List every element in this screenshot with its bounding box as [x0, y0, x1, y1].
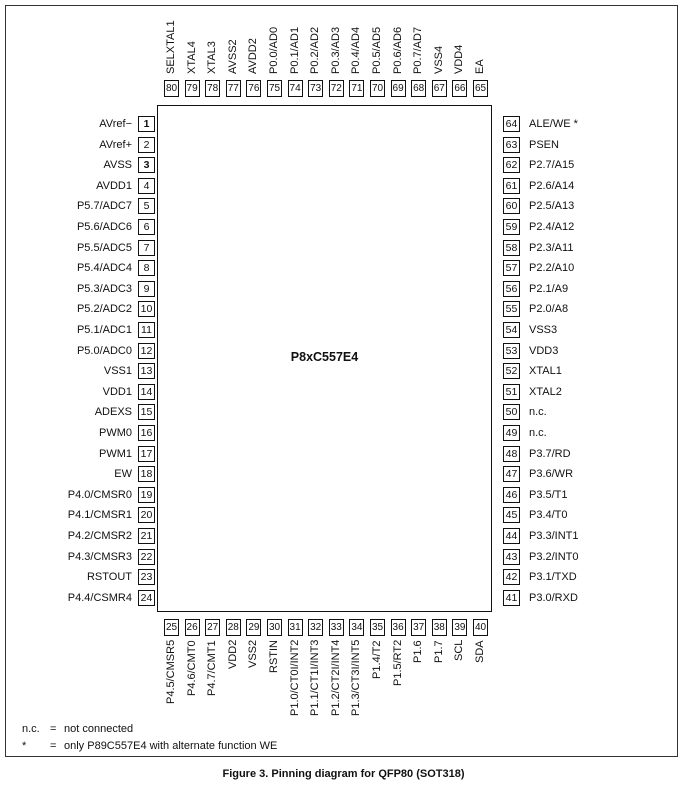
pin-label: P3.5/T1	[529, 488, 568, 501]
pin-number-box: 71	[349, 80, 364, 97]
pin-label: P0.7/AD7	[412, 26, 425, 74]
pin-number-box: 34	[349, 619, 364, 636]
pin-number-box: 23	[138, 569, 155, 585]
pin-label: ALE/WE *	[529, 118, 578, 130]
pin-number-box: 55	[503, 301, 520, 317]
pin-number-box: 36	[391, 619, 406, 636]
pin-label: AVref−	[99, 118, 132, 130]
pin-label: P4.5/CMSR5	[165, 639, 177, 704]
pin-label: P5.7/ADC7	[76, 200, 132, 213]
pin-number-box: 20	[138, 507, 155, 523]
pin-number-box: 78	[205, 80, 220, 97]
pin-label: SCL	[453, 639, 466, 661]
pin-label: P4.7/CMT1	[206, 640, 219, 696]
pin-label: EA	[474, 59, 486, 74]
pin-label: P2.7/A15	[529, 159, 575, 172]
note-key: *	[22, 740, 27, 752]
pin-label: XTAL3	[206, 41, 219, 74]
pin-label: PSEN	[529, 138, 559, 151]
pin-label: PWM1	[99, 447, 132, 460]
pin-number-box: 68	[411, 80, 426, 97]
pin-label: P0.6/AD6	[391, 26, 404, 74]
pin-label: P2.4/A12	[529, 221, 575, 233]
pin-label: PWM0	[99, 427, 132, 439]
pin-number-box: 74	[288, 80, 303, 97]
pin-number-box: 15	[138, 404, 155, 420]
note-eq: =	[50, 740, 57, 752]
pin-label: VSS3	[529, 324, 558, 336]
pin-number-box: 46	[503, 487, 520, 503]
pin-label: VDD3	[529, 344, 559, 357]
pin-label: VSS1	[103, 365, 132, 378]
pin-label: P3.4/T0	[529, 509, 568, 522]
note-text: not connected	[64, 723, 134, 735]
pin-number-box: 53	[503, 343, 520, 359]
pin-label: P1.3/CT3I/INT5	[350, 639, 363, 716]
pin-number-box: 57	[503, 260, 520, 276]
pin-label: P1.7	[432, 640, 445, 663]
pin-label: P2.0/A8	[529, 303, 569, 316]
pin-label: P1.2/CT2I/INT4	[329, 639, 342, 716]
pin-label: P4.3/CMSR3	[67, 550, 132, 563]
pin-label: RSTOUT	[86, 571, 132, 584]
pin-number-box: 9	[138, 281, 155, 297]
note-text: only P89C557E4 with alternate function WE	[64, 740, 278, 752]
pin-number-box: 13	[138, 363, 155, 379]
pin-number-box: 70	[370, 80, 385, 97]
pin-number-box: 47	[503, 466, 520, 482]
pin-number-box: 38	[432, 619, 447, 636]
pin-label: P3.6/WR	[529, 468, 574, 481]
pin-number-box: 45	[503, 507, 520, 523]
pin-label: P2.1/A9	[529, 282, 569, 295]
pin-label: RSTIN	[268, 640, 280, 673]
pin-label: P5.3/ADC3	[76, 282, 132, 295]
pin-label: P1.0/CT0I/INT2	[288, 639, 301, 716]
pin-label: AVSS2	[226, 39, 239, 74]
pin-number-box: 1	[138, 116, 155, 132]
pin-label: P1.5/RT2	[391, 639, 404, 686]
pin-label: AVSS	[103, 159, 132, 172]
pin-number-box: 35	[370, 619, 385, 636]
pin-number-box: 21	[138, 528, 155, 544]
pin-number-box: 25	[164, 619, 179, 636]
pin-number-box: 59	[503, 219, 520, 235]
pin-label: VSS2	[247, 639, 260, 668]
pin-number-box: 48	[503, 446, 520, 462]
pin-number-box: 8	[138, 260, 155, 276]
pin-label: P5.1/ADC1	[76, 324, 132, 336]
pin-number-box: 69	[391, 80, 406, 97]
pin-label: P4.1/CMSR1	[67, 509, 132, 522]
pin-number-box: 72	[329, 80, 344, 97]
pin-number-box: 5	[138, 198, 155, 214]
pin-number-box: 61	[503, 178, 520, 194]
pin-label: P4.6/CMT0	[185, 640, 198, 696]
pin-label: SELXTAL1	[165, 20, 177, 74]
pin-number-box: 77	[226, 80, 241, 97]
pin-label: P2.3/A11	[529, 241, 574, 254]
note-key: n.c.	[22, 723, 40, 735]
pin-number-box: 39	[452, 619, 467, 636]
pin-number-box: 79	[185, 80, 200, 97]
pin-number-box: 54	[503, 322, 520, 338]
pin-number-box: 18	[138, 466, 155, 482]
pin-number-box: 10	[138, 301, 155, 317]
pin-label: P3.3/INT1	[529, 530, 579, 542]
pin-label: XTAL2	[529, 385, 562, 398]
pin-number-box: 62	[503, 157, 520, 173]
pin-label: P0.3/AD3	[329, 26, 342, 74]
pin-number-box: 19	[138, 487, 155, 503]
notes	[22, 721, 277, 755]
pin-label: P0.1/AD1	[288, 26, 301, 74]
pin-label: P4.2/CMSR2	[67, 530, 132, 542]
pin-number-box: 66	[452, 80, 467, 97]
pin-number-box: 33	[329, 619, 344, 636]
pin-number-box: 32	[308, 619, 323, 636]
pin-number-box: 26	[185, 619, 200, 636]
pin-label: P2.2/A10	[529, 262, 575, 275]
pin-number-box: 43	[503, 549, 520, 565]
pin-label: P5.5/ADC5	[76, 241, 132, 254]
pin-number-box: 27	[205, 619, 220, 636]
pin-label: XTAL1	[529, 365, 562, 378]
pin-number-box: 24	[138, 590, 155, 606]
pin-label: P3.7/RD	[529, 447, 571, 460]
pin-number-box: 3	[138, 157, 155, 173]
pin-label: P5.2/ADC2	[76, 303, 132, 316]
pin-label: VDD1	[102, 385, 132, 398]
chip-name: P8xC557E4	[290, 350, 359, 364]
pin-label: VDD2	[226, 639, 239, 669]
pin-label: P4.4/CSMR4	[67, 591, 132, 604]
pin-number-box: 75	[267, 80, 282, 97]
pin-label: VDD4	[453, 44, 466, 74]
pin-number-box: 29	[246, 619, 261, 636]
pin-number-box: 51	[503, 384, 520, 400]
pin-label: P2.5/A13	[529, 200, 575, 213]
pin-label: P1.4/T2	[371, 640, 383, 679]
pin-label: P5.6/ADC6	[76, 221, 132, 233]
pin-number-box: 41	[503, 590, 520, 606]
pin-number-box: 14	[138, 384, 155, 400]
pin-number-box: 58	[503, 240, 520, 256]
pin-label: P0.4/AD4	[350, 26, 363, 74]
pin-number-box: 52	[503, 363, 520, 379]
pin-number-box: 37	[411, 619, 426, 636]
pin-number-box: 80	[164, 80, 179, 97]
pin-number-box: 2	[138, 137, 155, 153]
pin-number-box: 4	[138, 178, 155, 194]
pin-number-box: 60	[503, 198, 520, 214]
pin-number-box: 12	[138, 343, 155, 359]
pin-label: AVDD1	[96, 179, 132, 192]
pin-number-box: 40	[473, 619, 488, 636]
pin-number-box: 17	[138, 446, 155, 462]
pin-label: P1.6	[412, 640, 425, 663]
pin-number-box: 28	[226, 619, 241, 636]
pin-number-box: 31	[288, 619, 303, 636]
pin-label: EW	[114, 468, 132, 481]
pin-label: XTAL4	[185, 41, 198, 74]
pin-number-box: 7	[138, 240, 155, 256]
pin-label: ADEXS	[94, 406, 132, 419]
pin-label: P3.0/RXD	[529, 591, 578, 604]
pin-label: P4.0/CMSR0	[67, 488, 132, 501]
pin-number-box: 50	[503, 404, 520, 420]
pin-number-box: 49	[503, 425, 520, 441]
pin-number-box: 65	[473, 80, 488, 97]
pin-number-box: 22	[138, 549, 155, 565]
pin-number-box: 6	[138, 219, 155, 235]
pin-label: P5.0/ADC0	[76, 344, 132, 357]
pin-number-box: 30	[267, 619, 282, 636]
pin-label: VSS4	[432, 45, 445, 74]
pin-label: P3.2/INT0	[529, 550, 579, 563]
note-eq: =	[50, 723, 57, 735]
pin-label: P0.0/AD0	[268, 26, 280, 74]
pin-number-box: 56	[503, 281, 520, 297]
pin-number-box: 16	[138, 425, 155, 441]
pin-number-box: 73	[308, 80, 323, 97]
pin-label: P1.1/CT1I/INT3	[309, 639, 322, 716]
pin-label: n.c.	[529, 406, 547, 419]
note-row	[22, 738, 277, 755]
pin-label: AVDD2	[247, 38, 260, 74]
pin-number-box: 44	[503, 528, 520, 544]
pin-number-box: 11	[138, 322, 155, 338]
pin-label: P0.2/AD2	[309, 26, 322, 74]
pin-label: n.c.	[529, 427, 547, 439]
pin-number-box: 63	[503, 137, 520, 153]
pin-label: P3.1/TXD	[529, 571, 577, 584]
pin-number-box: 42	[503, 569, 520, 585]
pin-label: P0.5/AD5	[371, 26, 383, 74]
pin-number-box: 67	[432, 80, 447, 97]
pin-label: P2.6/A14	[529, 179, 575, 192]
pin-label: AVref+	[99, 138, 132, 151]
pin-number-box: 64	[503, 116, 520, 132]
figure-caption: Figure 3. Pinning diagram for QFP80 (SOT318)	[222, 768, 465, 780]
pin-label: SDA	[474, 640, 486, 663]
pin-number-box: 76	[246, 80, 261, 97]
pin-label: P5.4/ADC4	[76, 262, 132, 275]
note-row	[22, 721, 277, 738]
